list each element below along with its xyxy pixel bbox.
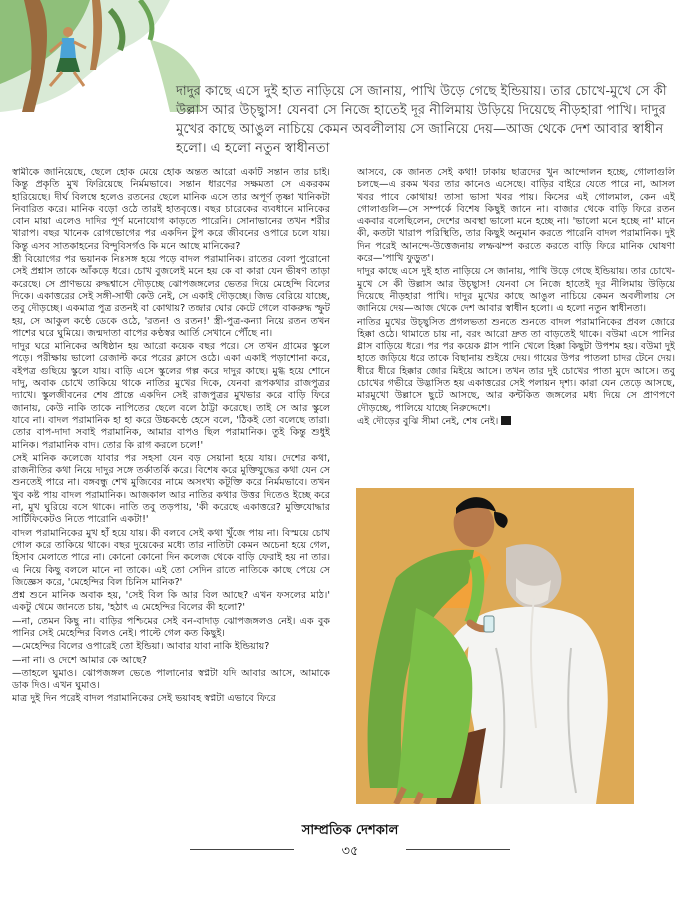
paragraph: দাদুর কাছে এসে দুই হাত নাড়িয়ে সে জানায়, পাখি উড়ে গেছে ইন্ডিয়ায়। তার চোখে-মুখে সে কী উল্লাস আর উচ্ছ্বাস! যেনবা সে নিজে হাতেই দূর নীলিমায় উড়িয়ে দিয়েছে নীড়হারা পাখি। দাদুর মুখের কাছে আঙুল নাচিয়ে কেমন অবলীলায় সে জানিয়ে দেয়—আজ থেকে দেশ আবার স্বাধীন হলো। এ হলো নতুন স্বাধীনতা। <box>357 266 675 315</box>
dialogue-line: —না না। ও দেশে আমার কে আছে? <box>12 654 147 666</box>
paragraph: আসবে, কে জানত সেই কথা! ঢাকায় ছাত্রদের খুন আন্দোলন হচ্ছে, গোলাগুলি চলছে—এ রকম খবর তার কানেও এসেছে। বাড়ির বাইরে যেতে পারে না, আসল খবর পাবে কোথায়! তাসা ভাসা খবর পায়। কিসের এই গোলমাল, কেন এই গোলাগুলি—সে সম্পর্কে বিশেষ কিছুই জানে না। বাজার থেকে বাড়ি ফিরে রতন একবার বলেছিলেন, দেশের অবস্থা ভালো মনে হচ্ছে না। 'ভালো মনে হচ্ছে না' মানে কী, কতটা খারাপ পরিস্থিতি, তার কিছুই অনুমান করতে পারেনি বাদল পরামানিক। দুই দিন পরেই আনন্দে-উত্তেজনায় লম্ফঝম্প করতে করতে বাড়ি ফিরে মানিক ঘোষণা করে—'পাখি ফুড়ুত'। <box>357 167 675 265</box>
paragraph: স্বামীকে জানিয়েছে, ছেলে হোক মেয়ে হোক অন্তত আরো একটি সন্তান তার চাই। কিন্তু প্রকৃতি মুখ ফিরিয়েছে নির্মমভাবে। সন্তান ধারণের সক্ষমতা সে একরকম হারিয়েছে। দীর্ঘ বিলম্বে হলেও রতনের ছেলে মানিক এসে তার অপূর্ণ তৃষ্ণা খানিকটা নিবারিত করে। মানিক বড়ো ওঠে তারই হাতবৃত্তে। বছর চারেকের ব্যবধানে মানিকের বোন মায়া এলেও দাদির পূর্ণ মনোযোগ কাড়তে পারেনি। সোনাভানের তখন শরীর খারাপ। বছর খানেক রোগভোগের পর একদিন টুপ করে জীবনের ওপারে চলে যায়। কিন্তু এসব সাতকাহনের বিন্দুবিসর্গও কি মনে আছে মানিকের? <box>12 167 330 252</box>
story-illustration <box>356 488 634 804</box>
paragraph: দাদুর ঘরে মানিকের অধিষ্ঠান হয় আরো কয়েক বছর পরে। সে তখন গ্রামের স্কুলে পড়ে। পরীক্ষায় ভালো রেজাল্ট করে পরের ক্লাসে ওঠে। একা একাই পড়াশোনা করে, বইপত্র গুছিয়ে স্কুলে যায়। বাড়ি এসে স্কুলের গল্প করে দাদুর কাছে। মুগ্ধ হয়ে শোনে দাদু, অবাক চোখে তাকিয়ে থাকে নাতির মুখের দিকে, যেনবা রূপকথার রাজপুত্রর দ্যাখে। স্কুলজীবনের শেষ প্রান্তে একদিন সেই রাজপুত্রর মুখভার করে বাড়ি ফিরে জানায়, কেউ নাকি তাকে নাপিতের ছেলে বলে ঠাট্টা করেছে। তাই সে আর স্কুলে যাবে না। বাদল পরামানিক হা হা করে উচ্চকণ্ঠে হেসে বলে, 'ঠিকই তো বলেছে তারা। তোর বাপ-দাদা সবাই পরামানিক, আমার বাপও ছিল পরামানিক। তুই কিন্তু শুধুই মানিক। পরামানিক বাদ। তোর কি রাগ করলে চলে!' <box>12 341 330 451</box>
magazine-name: সাম্প্রতিক দেশকাল <box>301 823 399 838</box>
paragraph: প্রশ্ন শুনে মানিক অবাক হয়, 'সেই বিল কি আর বিল আছে? এখন ফসলের মাঠ।' একটু থেমে জানতে চায়, 'হঠাৎ এ মেহেন্দির বিলের কী হলো?' <box>12 590 330 614</box>
header-illustration <box>0 0 200 112</box>
left-column <box>12 167 330 897</box>
paragraph: মাত্র দুই দিন পরেই বাদল পরামানিকের সেই ভয়াবহ স্বপ্নটা এভাবে ফিরে <box>12 693 276 705</box>
paragraph: স্ত্রী বিয়োগের পর ভয়ানক নিঃসঙ্গ হয়ে পড়ে বাদল পরামানিক। রাতের বেলা পুরোনো সেই প্রশ্নাস তাকে আঁকড়ে ধরে। চোখ বুজলেই মনে হয় কে বা কারা যেন ভীষণ তাড়া করেছে। সে প্রাণভয়ে রুদ্ধশ্বাসে দৌড়চ্ছে ঝোপজঙ্গলের ভেতর দিয়ে মেহেন্দি বিলের দিকে। একাত্তরের সেই সঙ্গী-সাথী কেউ নেই, সে একাই দৌড়চ্ছে। জিভ বেরিয়ে যাচ্ছে, তবু দৌড়চ্ছে। একমাত্র পুত্র রতনই বা কোথায়? তন্দ্রার ঘোর কেটে গেলে বাকরুদ্ধ স্ফুট হয়, সে আকুল কণ্ঠে ডেকে ওঠে, 'রতন! ও রতন!' স্ত্রী-পুত্র-কন্যা নিয়ে রতন তখন পাশের ঘরে ঘুমিয়ে। জন্মদাতা বাপের কণ্ঠস্বর আর্তি সেখানে পৌঁছে না। <box>12 254 330 339</box>
paragraph: সেই মানিক কলেজে যাবার পর সহসা যেন বড় সেয়ানা হয়ে যায়। দেশের কথা, রাজনীতির কথা নিয়ে দাদুর সঙ্গে তর্কাতর্কি করে। বিশেষ করে মুক্তিযুদ্ধের কথা যেন সে শুনতেই পারে না। বঙ্গবন্ধু শেখ মুজিবের নামে অসংখ্য কটূক্তি করে নির্মমভাবে। তখন খুব কষ্ট পায় বাদল পরামানিক। আজকাল আর নাতির কথার উত্তর দিতেও ইচ্ছে করে না, মুখ ঘুরিয়ে বসে থাকে। নাতি তবু তড়পায়, 'কী করেছে একাত্তরে? মুক্তিযোদ্ধার সার্টিফিকেটও নিতে পারোনি একটা!' <box>12 452 330 526</box>
dialogue-line: —তাহলে ঘুমাও। ঝোপজঙ্গল ভেঙে পালানোর স্বপ্নটা যদি আবার আসে, আমাকে ডাক দিও। এখন ঘুমাও। <box>12 667 330 692</box>
page-number: ৩৫ <box>341 844 359 859</box>
right-column <box>357 167 675 483</box>
paragraph: বাদল পরামানিকের মুখ হাঁ হয়ে যায়। কী বলবে সেই কথা খুঁজে পায় না। বিস্ময়ে চোখ গোল করে তাকিয়ে থাকে। বছর দুয়েকের মধ্যে তার নাতিটা কেমন অচেনা হয়ে গেল, হিসাব মেলাতে পারে না। কোনো কোনো দিন কলেজ থেকে বাড়ি ফেরাই হয় না তার। এ নিয়ে কিছু বললে মানে না তাকে। এই তো সেদিন রাতে নাতিকে কাছে পেয়ে সে জিজ্ঞেস করে, 'মেহেন্দির বিল চিনিস মানিক?' <box>12 527 330 588</box>
dialogue-line: —মেহেন্দির বিলের ওপারেই তো ইন্ডিয়া। আবার যাবা নাকি ইন্ডিয়ায়? <box>12 641 270 653</box>
dialogue-line: —না, তেমন কিছু না। বাড়ির পশ্চিমের সেই বন-বাদাড় ঝোপজঙ্গলও নেই। এক বুক পানির সেই মেহেন্দির বিলও নেই। পাল্টে গেল কত কিছুই। <box>12 615 330 639</box>
pull-quote: দাদুর কাছে এসে দুই হাত নাড়িয়ে সে জানায়, পাখি উড়ে গেছে ইন্ডিয়ায়। তার চোখে-মুখে সে কী উল্লাস আর উচ্ছ্বাস! যেনবা সে নিজে হাতেই দূর নীলিমায় উড়িয়ে দিয়েছে নীড়হারা পাখি। দাদুর মুখের কাছে আঙুল নাচিয়ে কেমন অবলীলায় সে জানিয়ে দেয়—আজ থেকে দেশ আবার স্বাধীন হলো। এ হলো নতুন স্বাধীনতা <box>176 84 667 156</box>
paragraph: নাতির মুখের উচ্ছ্বসিত প্রগলভতা শুনতে শুনতে বাদল পরামানিকের প্রবল জোরে হিক্কা ওঠে। থামাতে চায় না, বরং আরো দ্রুত তা বাড়তেই থাকে। বউমা এসে পানির গ্লাস বাড়িয়ে ধরে। পর পর কয়েক গ্লাস পানি খেলে হিক্কা কিছুটা উপশম হয়। বউমা দুই হাতে জড়িয়ে ধরে তাকে বিছানায় শুইয়ে দেয়। গায়ের উপর পাতলা চাদর টেনে দেয়। ধীরে ধীরে হিক্কার জোর মিইয়ে আসে। তখন তার দুই চোখের পাতা মুদে আসে। তবু চোখের গভীরে উদ্ভাসিত হয় একাত্তরের সেই পলায়ন দৃশ্য। কারা যেন তেড়ে আসছে, মারমুখো উল্লাসে ছুটে আসছে, আর কন্টকিত জঙ্গলের মধ্য দিয়ে সে প্রাণপণে দৌড়চ্ছে, পালিয়ে যাচ্ছে নিরুদ্দেশে। <box>357 316 675 414</box>
closing-line: এই দৌড়ের বুঝি সীমা নেই, শেষ নেই। <box>357 416 675 428</box>
end-mark-icon <box>501 416 511 425</box>
